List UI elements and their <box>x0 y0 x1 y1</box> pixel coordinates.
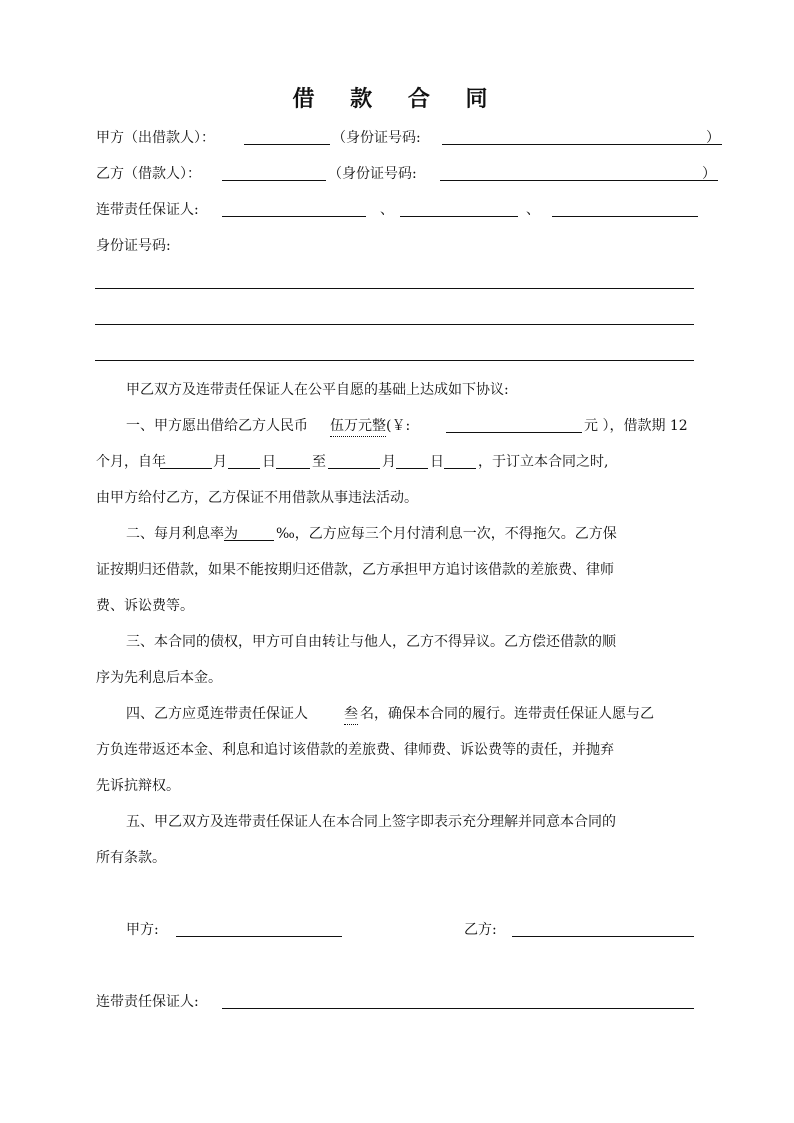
party-a-signature-label: 甲方: <box>126 922 159 938</box>
guarantor-id-line-2[interactable] <box>95 324 694 325</box>
guarantor-id-label: 身份证号码: <box>96 238 171 254</box>
clause3-line2: 序为先利息后本金。 <box>96 670 222 686</box>
clause4-text-b: 名，确保本合同的履行。连带责任保证人愿与乙 <box>360 706 654 722</box>
clause4-line2: 方负连带返还本金、利息和追讨该借款的差旅费、律师费、诉讼费等的责任，并抛弃 <box>96 742 614 758</box>
clause1-text-a: 一、甲方愿出借给乙方人民币 <box>126 418 308 434</box>
end-day-field[interactable] <box>444 468 476 469</box>
borrower-id-close: ） <box>702 166 716 182</box>
start-day-field[interactable] <box>276 468 310 469</box>
clause1-line2-a: 个月，自年 <box>96 454 166 470</box>
clause5-line2: 所有条款。 <box>96 850 166 866</box>
borrower-id-field[interactable] <box>440 180 718 181</box>
day-label: 日 <box>430 454 444 470</box>
borrower-id-label: （身份证号码: <box>328 166 417 182</box>
guarantor-signature-field[interactable] <box>222 1008 694 1009</box>
clause2-line3: 费、诉讼费等。 <box>96 598 194 614</box>
intro-text: 甲乙双方及连带责任保证人在公平自愿的基础上达成如下协议: <box>126 382 509 398</box>
guarantor-3-field[interactable] <box>552 216 698 217</box>
guarantor-2-field[interactable] <box>400 216 518 217</box>
end-month-field[interactable] <box>396 468 428 469</box>
lender-id-field[interactable] <box>442 144 722 145</box>
month-label: 月 <box>213 454 227 470</box>
interest-rate-field[interactable] <box>224 540 274 541</box>
clause5-line1: 五、甲乙双方及连带责任保证人在本合同上签字即表示充分理解并同意本合同的 <box>126 814 616 830</box>
start-month-field[interactable] <box>228 468 260 469</box>
guarantor-label: 连带责任保证人: <box>96 202 199 218</box>
clause2-text-b: ‰，乙方应每三个月付清利息一次，不得拖欠。乙方保 <box>276 526 617 542</box>
clause1-text-c: 元 ），借款期 12 <box>584 418 688 434</box>
clause1-line2-end: ，于订立本合同之时, <box>478 454 609 470</box>
lender-name-field[interactable] <box>244 144 330 145</box>
party-a-signature-field[interactable] <box>176 936 342 937</box>
lender-id-close: ） <box>706 130 720 146</box>
party-b-signature-field[interactable] <box>512 936 694 937</box>
separator: 、 <box>380 202 394 218</box>
clause1-text-b: (￥: <box>386 418 411 434</box>
clause4-text-a: 四、乙方应觅连带责任保证人 <box>126 706 308 722</box>
guarantor-count: 叁 <box>344 704 358 725</box>
lender-id-label: （身份证号码: <box>332 130 421 146</box>
borrower-name-field[interactable] <box>222 180 326 181</box>
day-label: 日 <box>262 454 276 470</box>
separator: 、 <box>526 202 540 218</box>
month-label: 月 <box>382 454 396 470</box>
clause1-line3: 由甲方给付乙方，乙方保证不用借款从事违法活动。 <box>96 490 418 506</box>
amount-words: 伍万元整 <box>330 416 386 437</box>
end-year-field[interactable] <box>328 468 380 469</box>
clause4-line3: 先诉抗辩权。 <box>96 778 180 794</box>
clause2-line2: 证按期归还借款，如果不能按期归还借款，乙方承担甲方追讨该借款的差旅费、律师 <box>96 562 614 578</box>
to-label: 至 <box>312 454 326 470</box>
party-b-signature-label: 乙方: <box>464 922 497 938</box>
borrower-label: 乙方（借款人）： <box>96 166 201 182</box>
guarantor-signature-label: 连带责任保证人: <box>96 994 199 1010</box>
guarantor-id-line-3[interactable] <box>95 360 694 361</box>
start-year-field[interactable] <box>160 468 212 469</box>
amount-number-field[interactable] <box>446 432 582 433</box>
guarantor-id-line-1[interactable] <box>95 288 694 289</box>
clause3-line1: 三、本合同的债权，甲方可自由转让与他人，乙方不得异议。乙方偿还借款的顺 <box>126 634 616 650</box>
guarantor-1-field[interactable] <box>222 216 366 217</box>
clause2-text-a: 二、每月利息率为 <box>126 526 238 542</box>
lender-label: 甲方（出借款人）： <box>96 130 215 146</box>
document-title: 借 款 合 同 <box>292 86 502 112</box>
